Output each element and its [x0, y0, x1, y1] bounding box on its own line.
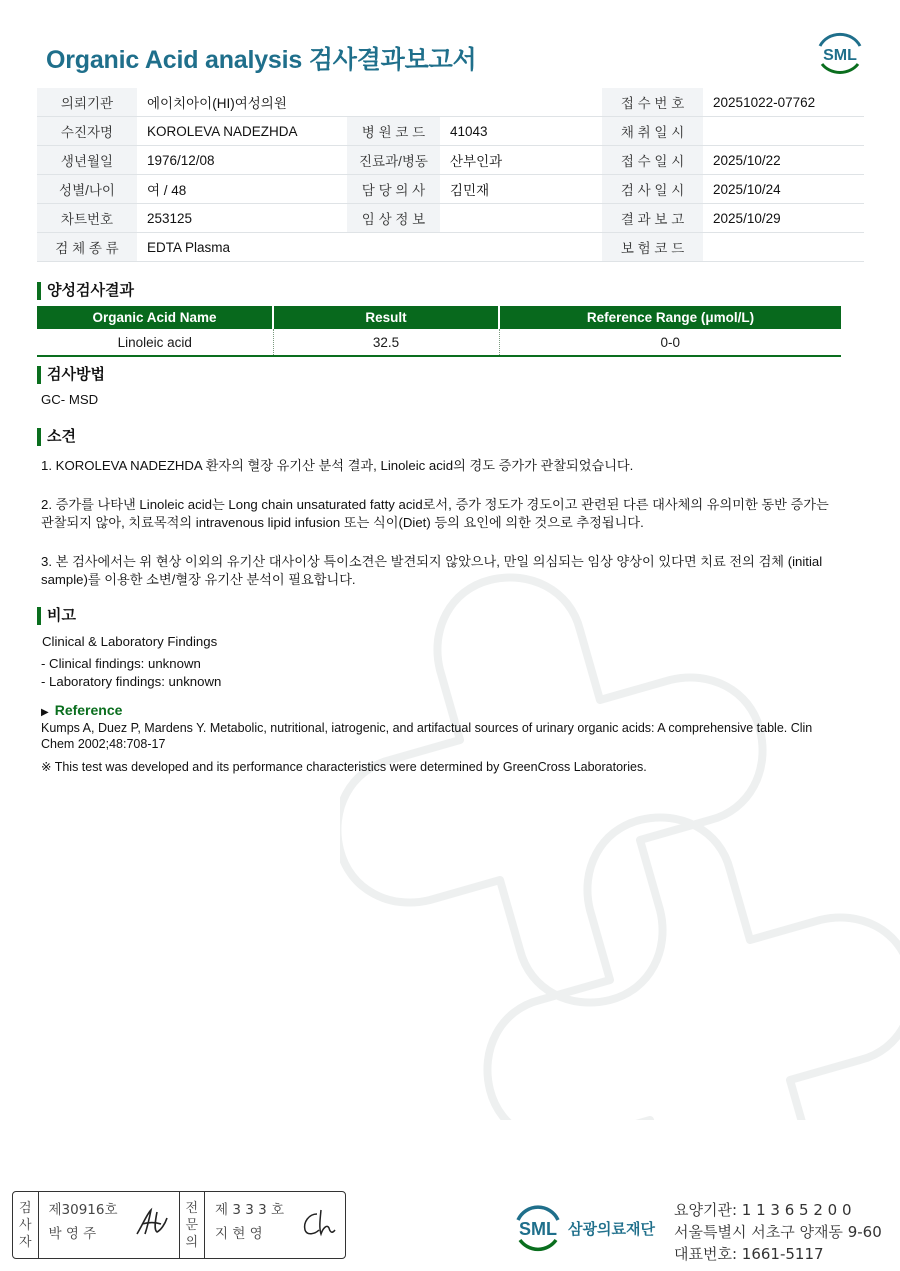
info-row: [37, 88, 864, 117]
insurance-code-label: 보 험 코 드: [602, 233, 703, 262]
info-row: [37, 117, 864, 146]
watermark-cross-graphic: [340, 560, 900, 1120]
finding-paragraph-3: 3. 본 검사에서는 위 현상 이외의 유기산 대사이상 특이소견은 발견되지 않았으나, 만일 의심되는 임상 양상이 있다면 치료 전의 검체 (initial sample)를 이용한 소변/혈장 유기산 분석이 필요합니다.: [41, 554, 823, 587]
hospital-code-value: 41043: [440, 117, 602, 146]
examiner-label: [13, 1192, 39, 1258]
receipt-no-value: 20251022-07762: [703, 88, 864, 117]
department-value: 산부인과: [440, 146, 602, 175]
collection-date-label: 채 취 일 시: [602, 117, 703, 146]
method-text: GC- MSD: [41, 392, 99, 407]
institution-label: 의뢰기관: [37, 88, 137, 117]
department-label: 진료과/병동: [347, 146, 440, 175]
lab-disclaimer-note: ※ This test was developed and its performance characteristics were determined by GreenCross Laboratories.: [41, 760, 647, 774]
examiner-label-char: 사: [18, 1217, 32, 1233]
sml-footer-logo-text: SML: [519, 1219, 557, 1239]
specialist-label-char: 문: [185, 1217, 199, 1233]
name-value: KOROLEVA NADEZHDA: [137, 117, 347, 146]
positive-results-heading: 양성검사결과: [37, 282, 134, 300]
institution-value: 에이치아이(HI)여성의원: [137, 88, 602, 117]
examiner-signature-mark: [133, 1206, 173, 1240]
hospital-code-label: 병 원 코 드: [347, 117, 440, 146]
column-header: Organic Acid Name: [37, 306, 273, 329]
sml-logo: [812, 28, 868, 78]
patient-info-table: [37, 88, 864, 262]
result-value-cell: 32.5: [273, 329, 499, 356]
finding-paragraph-1: 1. KOROLEVA NADEZHDA 환자의 혈장 유기산 분석 결과, Linoleic acid의 경도 증가가 관찰되었습니다.: [41, 458, 634, 473]
examiner-license: 제30916호: [48, 1202, 118, 1218]
column-header: Reference Range (μmol/L): [499, 306, 841, 329]
positive-results-table: [37, 306, 841, 357]
specialist-label-char: 의: [185, 1234, 199, 1250]
column-header: Result: [273, 306, 499, 329]
remarks-heading: 비고: [37, 607, 76, 625]
reference-heading-text: Reference: [54, 702, 123, 718]
sml-logo-text: SML: [823, 47, 857, 64]
name-label: 수진자명: [37, 117, 137, 146]
sex-age-label: 성별/나이: [37, 175, 137, 204]
clinical-findings-line: - Clinical findings: unknown: [41, 656, 201, 671]
received-date-label: 접 수 일 시: [602, 146, 703, 175]
specialist-cell: [205, 1192, 345, 1258]
triangle-bullet-icon: ▶: [41, 707, 49, 718]
specimen-value: EDTA Plasma: [137, 233, 602, 262]
info-row: [37, 146, 864, 175]
clinical-info-label: 임 상 정 보: [347, 204, 440, 233]
sex-age-value: 여 / 48: [137, 175, 347, 204]
info-row: [37, 204, 864, 233]
results-header-row: [37, 306, 841, 329]
signature-block: [12, 1191, 346, 1259]
doctor-value: 김민재: [440, 175, 602, 204]
specialist-label-char: 전: [185, 1200, 199, 1216]
laboratory-findings-line: - Laboratory findings: unknown: [41, 674, 222, 689]
table-row: [37, 329, 841, 356]
specimen-label: 검 체 종 류: [37, 233, 137, 262]
reference-range-cell: 0-0: [499, 329, 841, 356]
findings-heading: 소견: [37, 428, 76, 446]
doctor-label: 담 당 의 사: [347, 175, 440, 204]
dob-value: 1976/12/08: [137, 146, 347, 175]
insurance-code-value: [703, 233, 864, 262]
reference-heading: [41, 702, 122, 718]
examiner-label-char: 자: [18, 1234, 32, 1250]
received-date-value: 2025/10/22: [703, 146, 864, 175]
collection-date-value: [703, 117, 864, 146]
acid-name-cell: Linoleic acid: [37, 329, 273, 356]
chart-no-label: 차트번호: [37, 204, 137, 233]
phone-number: 대표번호: 1661-5117: [674, 1245, 824, 1263]
dob-label: 생년월일: [37, 146, 137, 175]
examiner-cell: [39, 1192, 180, 1258]
test-date-value: 2025/10/24: [703, 175, 864, 204]
reference-text: Kumps A, Duez P, Mardens Y. Metabolic, nutritional, iatrogenic, and artifactual sources of urinary organic acids: A comprehensive table. Clin Chem 2002;48:708-17: [41, 721, 813, 751]
method-heading: 검사방법: [37, 366, 105, 384]
info-row: [37, 233, 864, 262]
specialist-label: [180, 1192, 206, 1258]
report-title: Organic Acid analysis 검사결과보고서: [46, 46, 477, 74]
sml-footer-logo: [510, 1200, 566, 1256]
address: 서울특별시 서초구 양재동 9-60: [674, 1223, 882, 1241]
finding-paragraph-2: 2. 증가를 나타낸 Linoleic acid는 Long chain unsaturated fatty acid로서, 증가 정도가 경도이고 관련된 다른 대사체의 유의미한 동반 증가는 관찰되지 않아, 치료목적의 intravenous lipid infusion 또는 식이(Diet) 등의 요인에 의한 것으로 추정됩니다.: [41, 497, 829, 530]
clinical-info-value: [440, 204, 602, 233]
report-date-label: 결 과 보 고: [602, 204, 703, 233]
examiner-name: 박 영 주: [48, 1226, 97, 1242]
test-date-label: 검 사 일 시: [602, 175, 703, 204]
examiner-label-char: 검: [18, 1200, 32, 1216]
specialist-signature-mark: [299, 1206, 339, 1240]
info-row: [37, 175, 864, 204]
specialist-name: 지 현 영: [215, 1226, 263, 1242]
foundation-name: 삼광의료재단: [568, 1220, 655, 1238]
institution-code: 요양기관: 1 1 3 6 5 2 0 0: [674, 1201, 852, 1219]
chart-no-value: 253125: [137, 204, 347, 233]
report-date-value: 2025/10/29: [703, 204, 864, 233]
specialist-license: 제 3 3 3 호: [215, 1202, 285, 1218]
receipt-no-label: 접 수 번 호: [602, 88, 703, 117]
remarks-title: Clinical & Laboratory Findings: [42, 634, 218, 649]
